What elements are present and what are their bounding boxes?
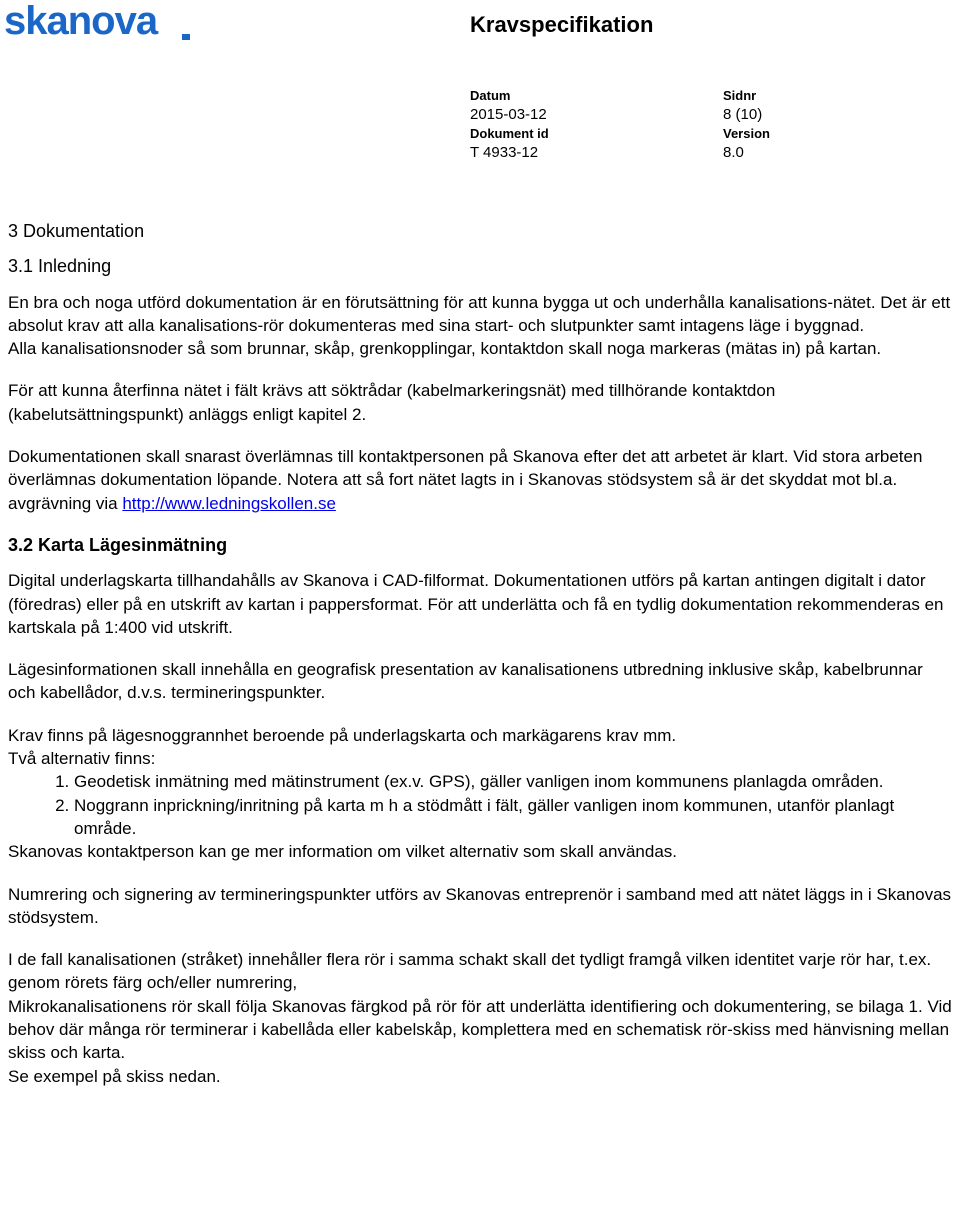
- section-heading: 3 Dokumentation: [8, 221, 145, 241]
- document-body: [8, 220, 953, 1088]
- paragraph: Krav finns på lägesnoggrannhet beroende på underlagskarta och markägarens krav mm.: [8, 725, 677, 745]
- list-item: 1. Geodetisk inmätning med mätinstrument (ex.v. GPS), gäller vanligen inom kommunens planlagda områden.: [74, 770, 953, 793]
- meta-right: [723, 86, 770, 162]
- version-value: 8.0: [723, 144, 744, 161]
- page-label: Sidnr: [723, 88, 757, 103]
- paragraph: Se exempel på skiss nedan.: [8, 1066, 221, 1086]
- paragraph: Mikrokanalisationens rör skall följa Skanovas färgkod på rör för att underlätta identifiering och dokumentering, se bilaga 1. Vid behov där många rör terminerar i kabellåda eller kabelskåp, komplettera med en schematisk rör-skiss med hänvisning mellan skiss och karta.: [8, 996, 952, 1063]
- paragraph: [8, 445, 953, 515]
- subsection-heading-3-2: 3.2 Karta Lägesinmätning: [8, 534, 228, 555]
- subsection-heading-3-1: 3.1 Inledning: [8, 256, 112, 277]
- paragraph: Digital underlagskarta tillhandahålls av Skanova i CAD-filformat. Dokumentationen utförs på kartan antingen digitalt i dator (föredras) eller på en utskrift av kartan i pappersformat. För att underlätta och få en tydlig dokumentation rekommenderas en kartskala på 1:400 vid utskrift.: [8, 571, 944, 637]
- ledningskollen-link[interactable]: http://www.ledningskollen.se: [122, 493, 336, 513]
- paragraph: För att kunna återfinna nätet i fält krävs att söktrådar (kabelmarkeringsnät) med tillhörande kontaktdon (kabelutsättningspunkt) anläggs enligt kapitel 2.: [8, 381, 776, 424]
- alternatives-list: [8, 770, 953, 840]
- paragraph: Alla kanalisationsnoder så som brunnar, skåp, grenkopplingar, kontaktdon skall noga markeras (mätas in) på kartan.: [8, 339, 882, 359]
- date-value: 2015-03-12: [470, 106, 547, 123]
- paragraph: I de fall kanalisationen (stråket) innehåller flera rör i samma schakt skall det tydligt framgå vilken identitet varje rör har, t.ex. genom rörets färg och/eller numrering,: [8, 950, 932, 993]
- docid-label: Dokument id: [470, 126, 549, 141]
- version-label: Version: [723, 126, 770, 141]
- document-title: Kravspecifikation: [470, 12, 654, 37]
- page-value: 8 (10): [723, 106, 763, 123]
- paragraph: En bra och noga utförd dokumentation är en förutsättning för att kunna bygga ut och underhålla kanalisations-nätet. Det är ett absolut krav att alla kanalisations-rör dokumenteras med sina start- och slutpunkter samt intagens läge i byggnad.: [8, 292, 951, 335]
- skanova-logo: [4, 2, 194, 42]
- paragraph-text: Dokumentationen skall snarast överlämnas till kontaktpersonen på Skanova efter det att arbetet är klart. Vid stora arbeten överlämnas dokumentation löpande. Notera att så fort nätet lagts in i Skanovas stödsystem så är det skyddat mot bl.a. avgrävning via: [8, 447, 923, 513]
- paragraph: Lägesinformationen skall innehålla en geografisk presentation av kanalisationens utbredning inklusive skåp, kabelbrunnar och kabellådor, d.v.s. termineringspunkter.: [8, 660, 923, 703]
- meta-left: [470, 86, 549, 162]
- logo-text: skanova: [4, 2, 158, 42]
- paragraph: Skanovas kontaktperson kan ge mer information om vilket alternativ som skall användas.: [8, 842, 677, 862]
- list-item: 2. Noggrann inprickning/inritning på karta m h a stödmått i fält, gäller vanligen inom kommunen, utanför planlagt område.: [74, 794, 953, 841]
- paragraph: Två alternativ finns:: [8, 749, 156, 769]
- logo-dot-icon: [182, 34, 190, 40]
- paragraph: Numrering och signering av termineringspunkter utförs av Skanovas entreprenör i samband med att nätet läggs in i Skanovas stödsystem.: [8, 884, 952, 927]
- docid-value: T 4933-12: [470, 144, 539, 161]
- date-label: Datum: [470, 88, 511, 103]
